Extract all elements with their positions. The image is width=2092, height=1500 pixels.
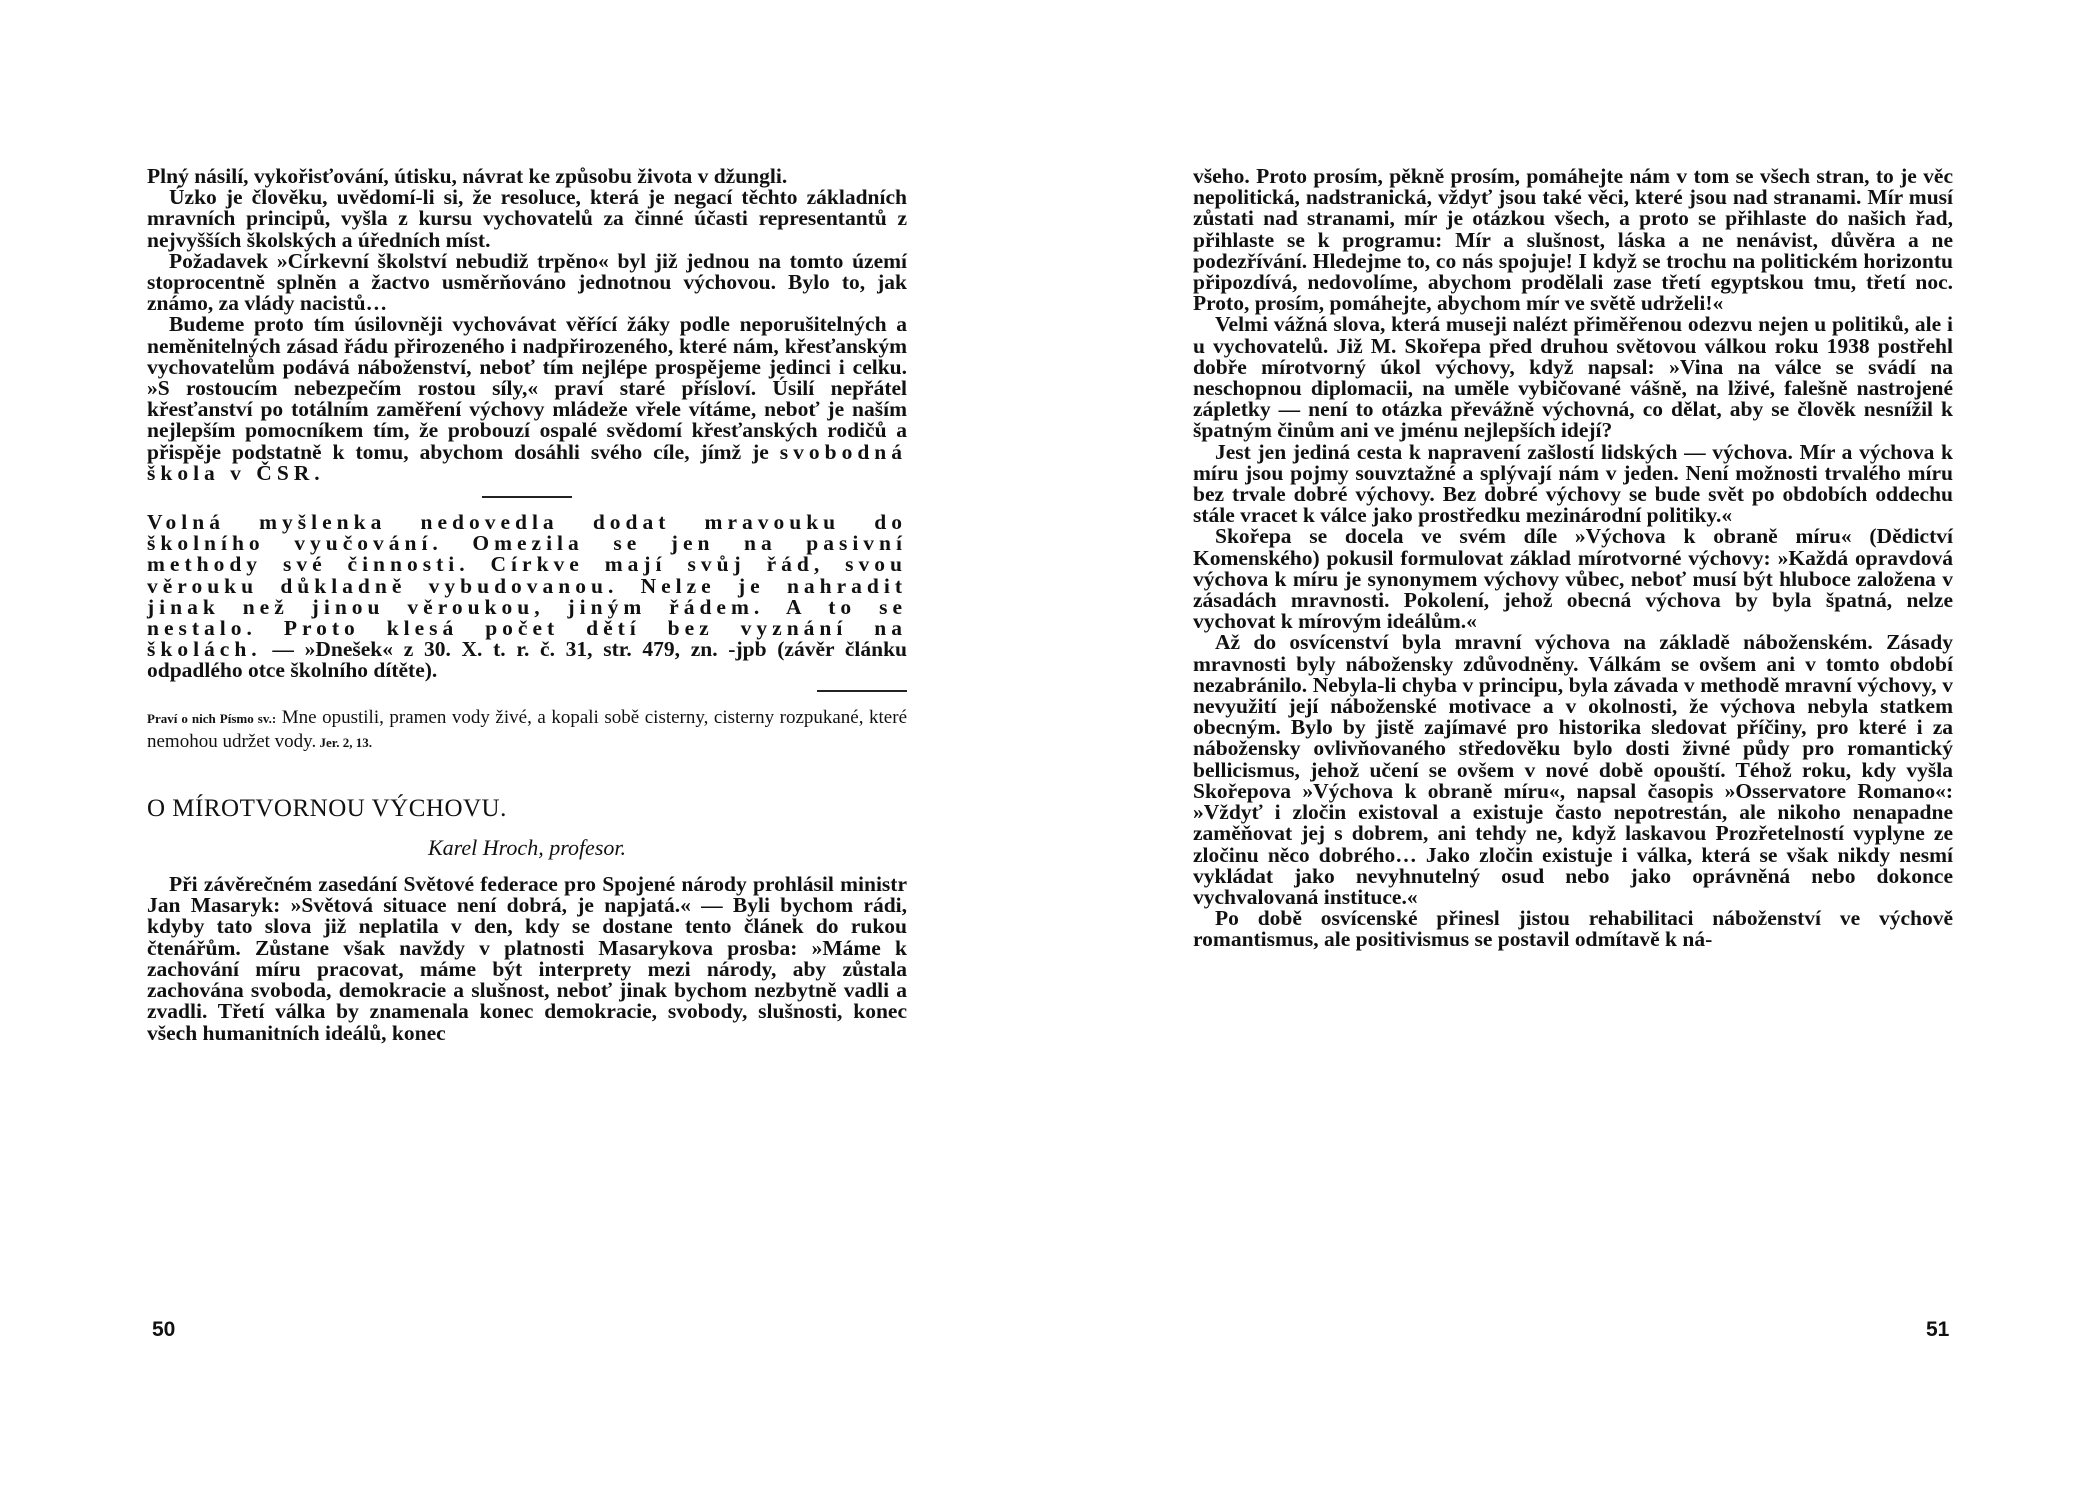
paragraph: všeho. Proto prosím, pěkně prosím, pomáhejte nám v tom se všech stran, to je věc nepolitická, nadstranická, vždyť jsou také věci, které jsou nad stranami. Mír musí zůstati nad stranami, mír je otázkou všech, a proto se přihlaste do našich řad, přihlaste se k programu: Mír a slušnost, láska a ne nenávist, důvěra a ne podezřívání. Hledejme to, co nás spojuje! I když se trochu na politickém horizontu připozdívá, nedovolíme, abychom prodělali zase třetí egyptskou tmu, třetí noc. Proto, prosím, pomáhejte, abychom mír ve světě udrželi!« bbox=[1193, 164, 1953, 316]
paragraph: Plný násilí, vykořisťování, útisku, návrat ke způsobu života v džungli. bbox=[147, 164, 788, 188]
divider-bottom bbox=[817, 690, 907, 692]
article-paragraph: Při závěrečném zasedání Světové federace pro Spojené národy prohlásil ministr Jan Masaryk: »Světová situace není dobrá, je napjatá.« — Byli bychom rádi, kdyby tato slova již neplatila v den, kdy se dostane tento článek do rukou čtenářům. Zůstane však navždy v platnosti Masarykova prosba: »Máme k zachování míru pracovat, máme být interprety mezi národy, aby zůstala zachována svoboda, demokracie a slušnost, neboť jinak bychom nezbytně vadli a zvadli. Třetí válka by znamenala konec demokracie, svobody, slušnosti, konec všech humanitních ideálů, konec bbox=[147, 872, 907, 1045]
quote-intro: Praví o nich Písmo sv.: bbox=[147, 710, 277, 726]
page-number: 50 bbox=[152, 1318, 176, 1341]
paragraph: Velmi vážná slova, která museji nalézt přiměřenou odezvu nejen u politiků, ale i u vychovatelů. Již M. Skořepa před druhou světovou válkou roku 1938 postřehl dobře mírotvorný úkol výchovy, když napsal: »Vina na válce se svádí na neschopnou diplomacii, na uměle vybičované vášně, na lživé, falešně nastrojené zápletky — není to otázka převážně výchovná, co dělat, aby se člověk nesnížil k špatným činům ani ve jménu nejlepších idejí? bbox=[1193, 312, 1953, 443]
divider-top bbox=[482, 496, 572, 498]
left-text-column bbox=[147, 166, 907, 1044]
quote-reference: Jer. 2, 13. bbox=[316, 734, 373, 750]
section-title: O MÍROTVORNOU VÝCHOVU. bbox=[147, 794, 507, 822]
paragraph: Požadavek »Církevní školství nebudiž trpěno« byl již jednou na tomto území stoprocentně splněn a žactvo usměrňováno jednotnou výchovou. Bylo to, jak známo, za vlády nacistů… bbox=[147, 248, 907, 316]
paragraph: Úzko je člověku, uvědomí-li si, že resoluce, která je negací těchto základních mravních principů, vyšla z kursu vychovatelů za činné účasti representantů z nejvyšších školských a úředních míst. bbox=[147, 185, 907, 252]
spaced-emphasis: svobodná škola v ČSR. bbox=[147, 439, 907, 485]
spaced-box-quote bbox=[147, 512, 907, 682]
right-text-column bbox=[1193, 166, 1953, 951]
scripture-quote bbox=[147, 706, 907, 754]
paragraph: Po době osvícenské přinesl jistou rehabilitaci náboženství ve výchově romantismus, ale positivismus se postavil odmítavě k ná- bbox=[1193, 906, 1953, 952]
paragraph-text: Budeme proto tím úsilovněji vychovávat věřící žáky podle neporušitelných a neměnitelných zásad řádu přirozeného i nadpřirozeného, které nám, křesťanským vychovatelům podává náboženství, neboť tím nejlépe prospějeme jedinci i celku. »S rostoucím nebezpečím rostou síly,« praví staré přísloví. Úsilí nepřátel křesťanství po totálním zaměření výchovy mládeže vřele vítáme, neboť je naším nejlepším pomocníkem tím, že probouzí ospalé svědomí křesťanských rodičů a přispěje podstatně k tomu, abychom dosáhli svého cíle, jímž je bbox=[147, 312, 907, 464]
page-number: 51 bbox=[1926, 1318, 1950, 1341]
paragraph: Skořepa se docela ve svém díle »Výchova k obraně míru« (Dědictví Komenského) pokusil formulovat základ mírotvorné výchovy: »Každá opravdová výchova k míru je synonymem výchovy vůbec, neboť musí být hluboce založena v zásadách mravnosti. Pokolení, jehož obecná výchova by byla špatná, nelze vychovat k mírovým ideálům.« bbox=[1193, 524, 1953, 634]
paragraph: Až do osvícenství byla mravní výchova na základě náboženském. Zásady mravnosti byly nábožensky zdůvodněny. Válkám se ovšem ani v tomto období nezabránilo. Nebyla-li chyba v principu, byla závada v methodě mravní výchovy, v nevyužití její náboženské motivace a v okolnosti, že výchova nebyla statkem obecným. Bylo by jistě zajímavé pro historika sledovat příčiny, pro které i za nábožensky ovlivňovaného středověku bylo dosti živné půdy pro romantický bellicismus, jehož učení se ovšem v nové době opouští. Téhož roku, kdy vyšla Skořepova »Výchova k obraně míru«, napsal časopis »Osservatore Romano«: »Vždyť i zločin existoval a existuje často nepotrestán, ale nikoho nenapadne zaměňovat jej s dobrem, ani tehdy ne, když laskavou Prozřetelností vyplyne ze zločinu něco dobrého… Jako zločin existuje i válka, která se však nikdy nesmí vykládat jako nevyhnutelný osud nebo jako oprávněná nebo dokonce vychvalovaná instituce.« bbox=[1193, 630, 1953, 909]
paragraph: Jest jen jediná cesta k napravení zašlostí lidských — výchova. Mír a výchova k míru jsou pojmy souvztažné a splývají nám v jeden. Není možnosti trvalého míru bez trvale dobré výchovy. Bez dobré výchovy se bude svět po obdobích oddechu stále vracet k válce jako prostředku mezinárodní politiky.« bbox=[1193, 439, 1953, 528]
quote-text: Mne opustili, pramen vody živé, a kopali sobě cisterny, cisterny rozpukané, které nemohou udržet vody. bbox=[147, 706, 908, 752]
box-source: — »Dnešek« z 30. X. t. r. č. 31, str. 479, zn. -jpb (závěr článku odpadlého otce školního dítěte). bbox=[147, 637, 907, 683]
spaced-text: Volná myšlenka nedovedla dodat mravouku do školního vyučování. Omezila se jen na pasivní methody své činnosti. Církve mají svůj řád, svou věrouku důkladně vybudovanou. Nelze je nahradit jinak než jinou věroukou, jiným řádem. A to se nestalo. Proto klesá počet dětí bez vyznání na školách. bbox=[147, 510, 907, 662]
paragraph-with-spaced-ending bbox=[147, 314, 907, 484]
byline: Karel Hroch, profesor. bbox=[428, 834, 626, 860]
right-page bbox=[1046, 0, 2092, 1500]
